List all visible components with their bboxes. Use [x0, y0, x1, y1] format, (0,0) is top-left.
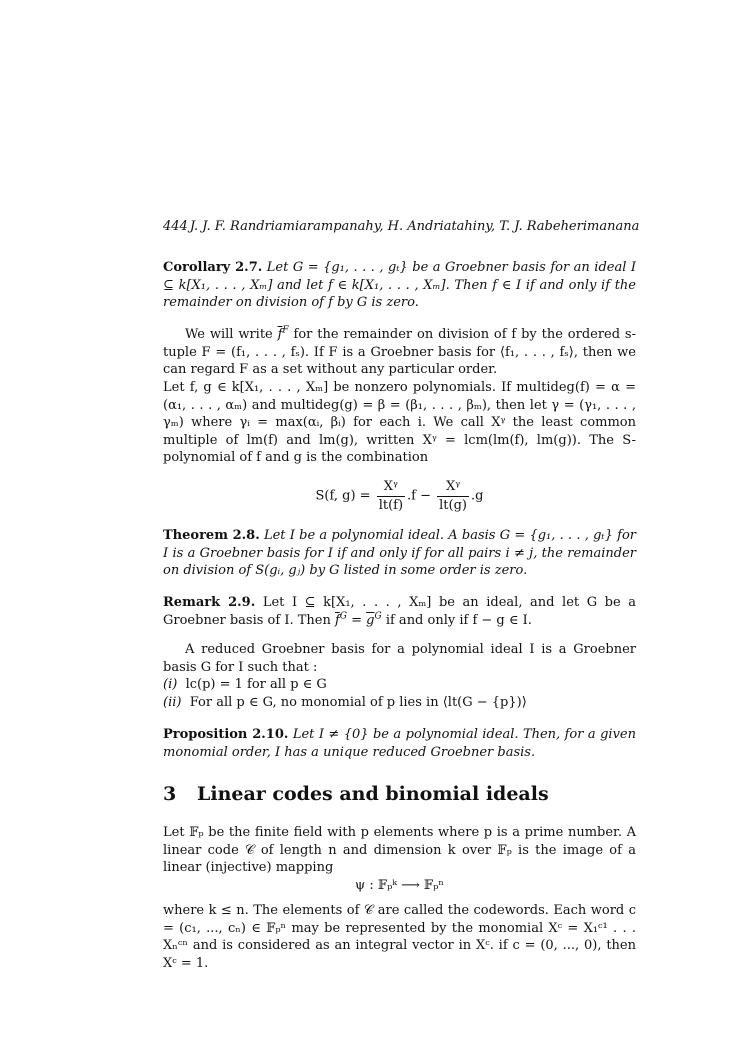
mapping-equation: [163, 877, 636, 895]
fraction-1-numerator: Xᵞ: [377, 478, 405, 497]
remark-2-9: [163, 594, 636, 629]
paragraph-remainder-notation: [163, 326, 636, 379]
fraction-2: [437, 478, 469, 514]
theorem-text: Let I be a polynomial ideal. A basis G = {g₁, . . . , gₜ} for I is a Groebner basis for I if and only if for all pairs i ≠ j, the remainder on division of S(gᵢ, gⱼ) by G listed in some order is zero.: [163, 528, 636, 578]
para-codewords-text: where k ≤ n. The elements of 𝒞 are called the codewords. Each word c = (c₁, ..., cₙ) ∈ 𝔽ₚⁿ may be represented by the monomial Xᶜ = X₁ᶜ¹ . . . Xₙᶜⁿ and is considered as an integral vector in Xᶜ. if c = (0, ..., 0), then Xᶜ = 1.: [163, 903, 636, 971]
fraction-1-denominator: lt(f): [378, 497, 404, 513]
condition-ii: [163, 694, 636, 712]
paragraph-finite-field: [163, 824, 636, 877]
s-polynomial-equation: [163, 478, 636, 514]
page-number: 444: [163, 219, 188, 234]
s-poly-lhs: S(f, g) =: [315, 488, 371, 504]
proposition-2-10: [163, 726, 636, 761]
corollary-label: Corollary 2.7.: [163, 260, 263, 275]
section-3-heading: [163, 783, 549, 805]
condition-i-text: lc(p) = 1 for all p ∈ G: [185, 677, 327, 692]
condition-i: [163, 676, 636, 694]
theorem-2-8: [163, 527, 636, 580]
reduced-groebner-definition: [163, 641, 636, 711]
para-write-start: We will write: [185, 327, 278, 342]
remark-text-end: if and only if f − g ∈ I.: [381, 612, 532, 628]
remark-sup-g-1: G: [339, 611, 347, 622]
proposition-label: Proposition 2.10.: [163, 727, 289, 742]
section-number: 3: [163, 783, 177, 805]
remark-equals: =: [347, 612, 367, 628]
condition-ii-label: (ii): [163, 694, 182, 710]
remark-f-bar: $\overline{f}$: [334, 612, 340, 628]
reduced-basis-intro: A reduced Groebner basis for a polynomial ideal I is a Groebner basis G for I such that :: [163, 642, 636, 675]
paragraph-lcm: [163, 379, 636, 467]
corollary-2-7: [163, 259, 636, 312]
condition-ii-text: For all p ∈ G, no monomial of p lies in ⟨lt(G − {p})⟩: [189, 694, 527, 710]
f-bar-superscript: F: [282, 325, 289, 336]
s-poly-mid: .f −: [407, 488, 431, 504]
corollary-text: Let G = {g₁, . . . , gₜ} be a Groebner basis for an ideal I ⊆ k[X₁, . . . , Xₘ] and let f ∈ k[X₁, . . . , Xₘ]. Then f ∈ I if and only if the remainder on division of f by G is zero.: [163, 260, 636, 310]
remark-label: Remark 2.9.: [163, 595, 256, 610]
para-let-text: Let f, g ∈ k[X₁, . . . , Xₘ] be nonzero polynomials. If multideg(f) = α = (α₁, . . . , αₘ) and multideg(g) = β = (β₁, . . . , βₘ), then let γ = (γ₁, . . . , γₘ) where γᵢ = max(αᵢ, βᵢ) for each i. We call Xᵞ the least common multiple of lm(f) and lm(g), written Xᵞ = lcm(lm(f), lm(g)). The S-polynomial of f and g is the combination: [163, 380, 636, 465]
remark-sup-g-2: G: [374, 611, 382, 622]
proposition-text: Let I ≠ {0} be a polynomial ideal. Then, for a given monomial order, I has a unique reduced Groebner basis.: [163, 727, 636, 760]
mapping-text: ψ : 𝔽ₚᵏ ⟶ 𝔽ₚⁿ: [355, 878, 444, 893]
section-title: Linear codes and binomial ideals: [197, 783, 549, 805]
running-header: [163, 218, 640, 236]
para-write-end: for the remainder on division of f by the ordered s-tuple F = (f₁, . . . , fₛ). If F is a Groebner basis for ⟨f₁, . . . , fₛ⟩, then we can regard F as a set without any particular order.: [163, 327, 636, 377]
fraction-2-denominator: lt(g): [439, 497, 467, 513]
condition-i-label: (i): [163, 677, 178, 692]
s-poly-end: .g: [471, 488, 484, 504]
authors: J. J. F. Randriamiarampanahy, H. Andriatahiny, T. J. Rabeherimanana: [189, 219, 640, 234]
para-field-text: Let 𝔽ₚ be the finite field with p elements where p is a prime number. A linear code 𝒞 of length n and dimension k over 𝔽ₚ is the image of a linear (injective) mapping: [163, 825, 636, 875]
fraction-1: [377, 478, 405, 514]
remark-g-bar: $\overline{g}$: [366, 612, 375, 628]
paragraph-codewords: [163, 902, 636, 972]
remark-text-start: Let I ⊆ k[X₁, . . . , Xₘ] be an ideal, and let G be a Groebner basis of I. Then: [163, 595, 637, 628]
f-bar: $\overline{f}$: [277, 327, 283, 342]
theorem-label: Theorem 2.8.: [163, 528, 260, 543]
fraction-2-numerator: Xᵞ: [437, 478, 469, 497]
